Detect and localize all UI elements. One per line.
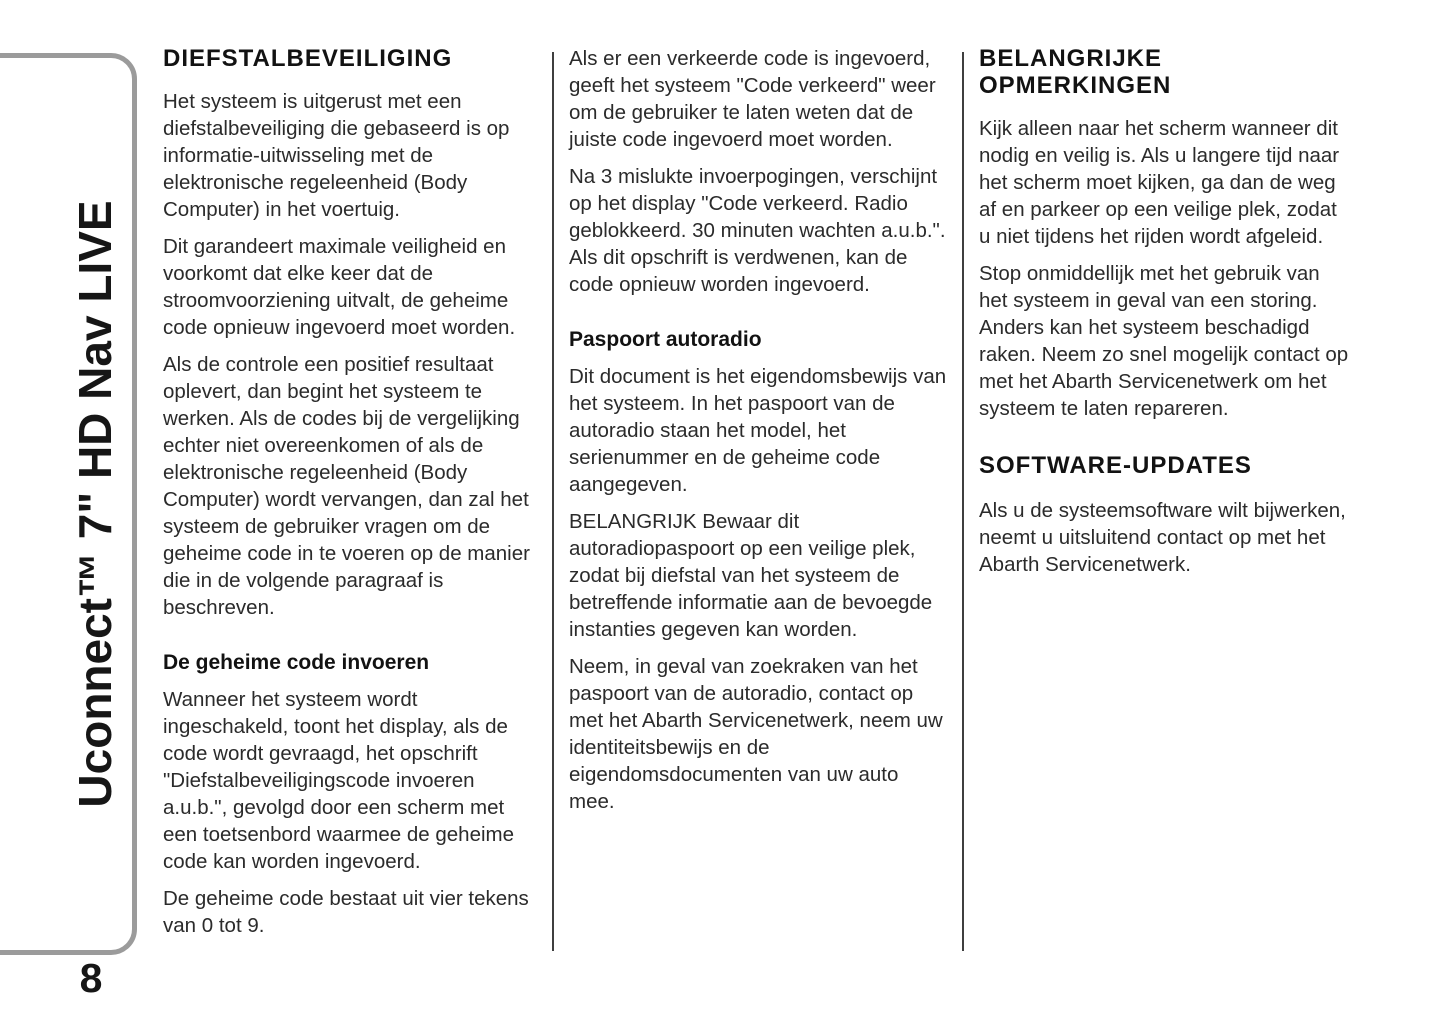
paragraph: Als er een verkeerde code is ingevoerd, geeft het systeem "Code verkeerd" weer om de gebruiker te laten weten dat de juiste code ingevoerd moet worden. bbox=[569, 47, 936, 151]
section-heading-diefstalbeveiliging: DIEFSTALBEVEILIGING bbox=[163, 45, 453, 72]
paragraph: Stop onmiddellijk met het gebruik van het systeem in geval van een storing. Anders kan het systeem beschadigd raken. Neem zo snel mogelijk contact op met het Abarth Servicenetwerk om het systeem te laten repareren. bbox=[979, 262, 1349, 420]
subsection-heading-geheime-code: De geheime code invoeren bbox=[163, 651, 430, 674]
paragraph: Dit document is het eigendomsbewijs van het systeem. In het paspoort van de autoradio staan het model, het serienummer en de geheime code aangegeven. bbox=[569, 365, 947, 496]
paragraph: BELANGRIJK Bewaar dit autoradiopaspoort op een veilige plek, zodat bij diefstal van het systeem de betreffende informatie aan de bevoegde instanties gegeven kan worden. bbox=[569, 510, 933, 641]
paragraph: Als de controle een positief resultaat oplevert, dan begint het systeem te werken. Als de codes bij de vergelijking echter niet overeenkomen of als de elektronische regeleenheid (Body Computer) wordt vervangen, dan zal het systeem de gebruiker vragen om de geheime code in te voeren op de manier die in de volgende paragraaf is beschreven. bbox=[163, 353, 530, 619]
paragraph: Het systeem is uitgerust met een diefstalbeveiliging die gebaseerd is op informatie-uitwisseling met de elektronische regeleenheid (Body Computer) in het voertuig. bbox=[163, 90, 510, 221]
column-3 bbox=[979, 45, 1353, 588]
chapter-tab-title: Uconnect™ 7" HD Nav LIVE bbox=[69, 200, 121, 808]
paragraph: Dit garandeert maximale veiligheid en voorkomt dat elke keer dat de stroomvoorziening uitvalt, de geheime code opnieuw ingevoerd moet worden. bbox=[163, 235, 516, 339]
column-divider bbox=[962, 52, 964, 951]
paragraph: De geheime code bestaat uit vier tekens van 0 tot 9. bbox=[163, 887, 529, 937]
section-heading-software-updates: SOFTWARE-UPDATES bbox=[979, 452, 1252, 479]
page-number: 8 bbox=[79, 955, 103, 1001]
paragraph: Wanneer het systeem wordt ingeschakeld, toont het display, als de code wordt gevraagd, het opschrift "Diefstalbeveiligingscode invoeren a.u.b.", gevolgd door een scherm met een toetsenbord waarmee de geheime code kan worden ingevoerd. bbox=[163, 688, 515, 873]
section-heading-belangrijke-opmerkingen: BELANGRIJKE OPMERKINGEN bbox=[979, 45, 1172, 99]
subsection-heading-paspoort-autoradio: Paspoort autoradio bbox=[569, 328, 762, 351]
paragraph: Kijk alleen naar het scherm wanneer dit nodig en veilig is. Als u langere tijd naar het scherm moet kijken, ga dan de weg af en parkeer op een veilige plek, zodat u niet tijdens het rijden wordt afgeleid. bbox=[979, 117, 1340, 248]
paragraph: Neem, in geval van zoekraken van het paspoort van de autoradio, contact op met het Abarth Servicenetwerk, neem uw identiteitsbewijs en de eigendomsdocumenten van uw auto mee. bbox=[569, 655, 943, 813]
paragraph: Na 3 mislukte invoerpogingen, verschijnt op het display "Code verkeerd. Radio geblokkeerd. 30 minuten wachten a.u.b.". Als dit opschrift is verdwenen, kan de code opnieuw worden ingevoerd. bbox=[569, 165, 946, 296]
column-1 bbox=[163, 45, 541, 949]
column-2 bbox=[569, 45, 947, 825]
paragraph: Als u de systeemsoftware wilt bijwerken, neemt u uitsluitend contact op met het Abarth Servicenetwerk. bbox=[979, 499, 1346, 576]
chapter-tab bbox=[0, 53, 137, 955]
column-divider bbox=[552, 52, 554, 951]
